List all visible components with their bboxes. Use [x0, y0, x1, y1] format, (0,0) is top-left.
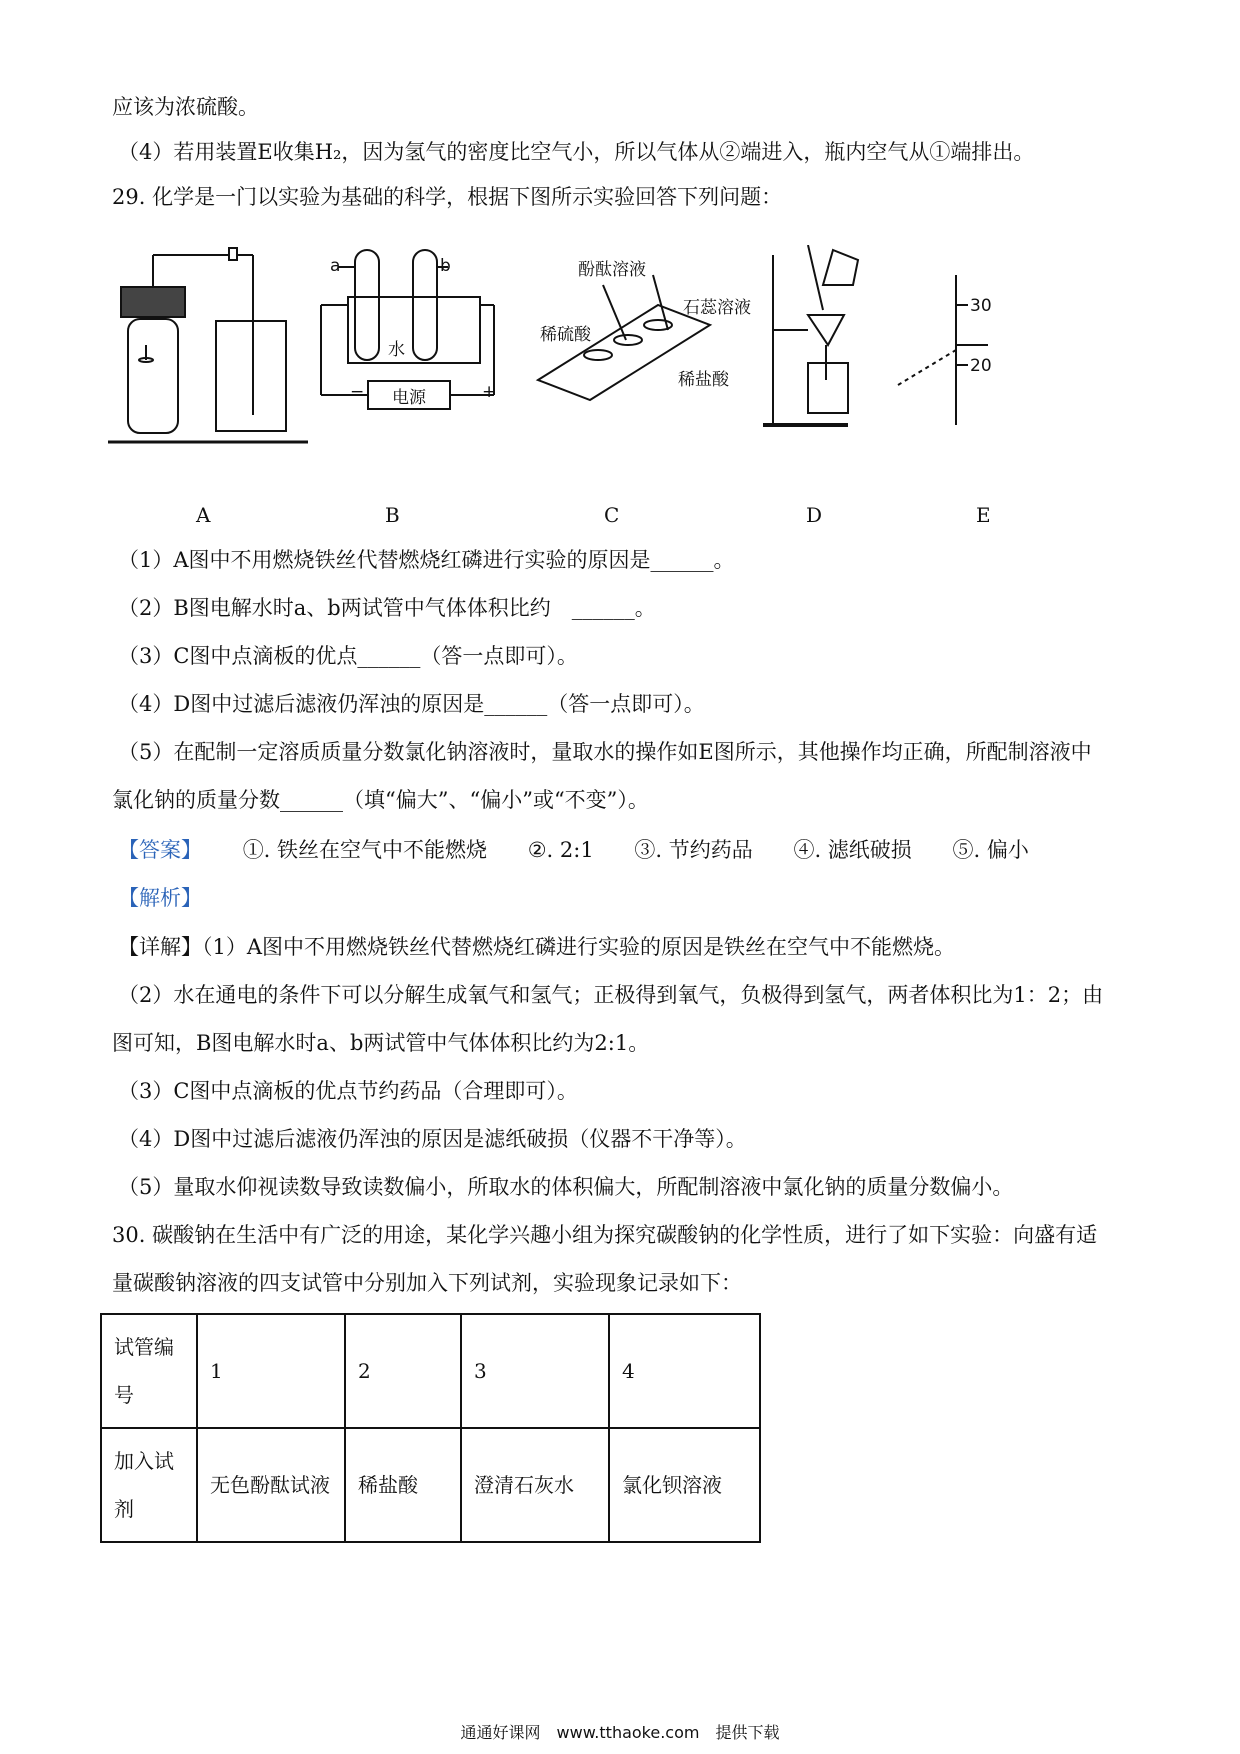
footer: 通通好课网 www.tthaoke.com 提供下载 [460, 1723, 780, 1742]
phenolphthalein-label: 酚酞溶液 [578, 260, 646, 280]
table-row [101, 1428, 760, 1542]
detail-2-line1: （2）水在通电的条件下可以分解生成氧气和氢气；正极得到氧气，负极得到氢气，两者体积比为1：2；由 [118, 983, 1104, 1007]
answer-4: ④. 滤纸破损 [793, 838, 912, 862]
table-cell: 1 [197, 1314, 345, 1428]
question-4: （4）D图中过滤后滤液仍浑浊的原因是______（答一点即可）。 [118, 692, 705, 716]
experiment-diagrams [108, 245, 1148, 495]
table-cell: 氯化钡溶液 [609, 1428, 760, 1542]
figure-label-e: E [976, 503, 991, 527]
scale-30-label: 30 [970, 296, 992, 316]
table-cell: 加入试剂 [101, 1428, 197, 1542]
power-label: 电源 [392, 388, 426, 408]
detail-1 [118, 932, 955, 962]
table-cell: 澄清石灰水 [461, 1428, 609, 1542]
minus-label: − [350, 382, 365, 402]
question-1: （1）A图中不用燃烧铁丝代替燃烧红磷进行实验的原因是______。 [118, 548, 735, 572]
question-3: （3）C图中点滴板的优点______（答一点即可）。 [118, 644, 578, 668]
question-5-line1: （5）在配制一定溶质质量分数氯化钠溶液时，量取水的操作如E图所示，其他操作均正确，所配制溶液中 [118, 740, 1092, 764]
text-line: （4）若用装置E收集H₂，因为氢气的密度比空气小，所以气体从②端进入，瓶内空气从①端排出。 [118, 140, 1035, 164]
answer-line [118, 835, 1029, 865]
figure-a-apparatus [108, 248, 308, 442]
table-cell: 稀盐酸 [345, 1428, 461, 1542]
experiment-table [100, 1313, 761, 1543]
table-row [101, 1314, 760, 1428]
question-29-title: 29. 化学是一门以实验为基础的科学，根据下图所示实验回答下列问题： [112, 185, 783, 209]
sulfuric-acid-label: 稀硫酸 [540, 325, 591, 345]
detail-2-line2: 图可知，B图电解水时a、b两试管中气体体积比约为2:1。 [112, 1031, 650, 1055]
figure-label-b: B [385, 503, 400, 527]
table-cell: 无色酚酞试液 [197, 1428, 345, 1542]
question-2: （2）B图电解水时a、b两试管中气体体积比约 ______。 [118, 596, 656, 620]
table-cell: 4 [609, 1314, 760, 1428]
tube-b-label: b [440, 256, 451, 276]
tube-a-label: a [330, 256, 341, 276]
water-label: 水 [388, 340, 405, 360]
answer-1: ①. 铁丝在空气中不能燃烧 [242, 838, 488, 862]
answer-2: ②. 2:1 [527, 838, 594, 862]
question-30-line2: 量碳酸钠溶液的四支试管中分别加入下列试剂，实验现象记录如下： [112, 1271, 742, 1295]
figure-label-c: C [604, 503, 620, 527]
table-cell: 2 [345, 1314, 461, 1428]
experiment-figures [108, 245, 1148, 525]
answer-label: 【答案】 [118, 838, 202, 862]
answer-3: ③. 节约药品 [634, 838, 753, 862]
table-cell: 试管编号 [101, 1314, 197, 1428]
figure-d-apparatus [763, 245, 858, 425]
analysis-label: 【解析】 [118, 886, 202, 910]
scale-20-label: 20 [970, 356, 992, 376]
hydrochloric-acid-label: 稀盐酸 [678, 370, 729, 390]
plus-label: + [482, 382, 497, 402]
table-cell: 3 [461, 1314, 609, 1428]
detail-1-text: （1）A图中不用燃烧铁丝代替燃烧红磷进行实验的原因是铁丝在空气中不能燃烧。 [202, 935, 956, 959]
detail-4: （4）D图中过滤后滤液仍浑浊的原因是滤纸破损（仪器不干净等）。 [118, 1127, 747, 1151]
question-30-line1: 30. 碳酸钠在生活中有广泛的用途，某化学兴趣小组为探究碳酸钠的化学性质，进行了如下实验：向盛有适 [112, 1223, 1098, 1247]
figure-b-apparatus [321, 250, 497, 409]
figure-label-a: A [196, 503, 211, 527]
litmus-label: 石蕊溶液 [683, 298, 751, 318]
figure-label-d: D [806, 503, 823, 527]
detail-label: 【详解】 [118, 935, 202, 959]
question-5-line2: 氯化钠的质量分数______（填“偏大”、“偏小”或“不变”）。 [112, 788, 649, 812]
detail-3: （3）C图中点滴板的优点节约药品（合理即可）。 [118, 1079, 578, 1103]
answer-5: ⑤. 偏小 [952, 838, 1029, 862]
detail-5: （5）量取水仰视读数导致读数偏小，所取水的体积偏大，所配制溶液中氯化钠的质量分数偏小。 [118, 1175, 1014, 1199]
text-line: 应该为浓硫酸。 [112, 95, 259, 119]
